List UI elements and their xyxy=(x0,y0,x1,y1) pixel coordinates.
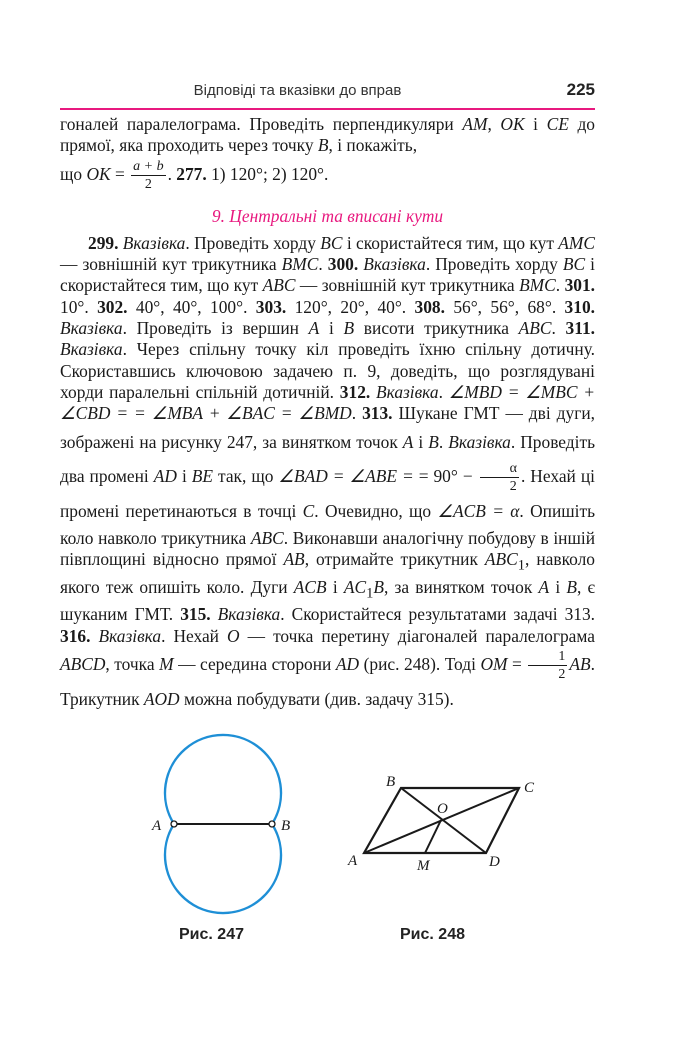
fraction-a-plus-b-over-2: $\frac{a + b}{2}$ xyxy=(133,158,164,192)
diagonal-bd xyxy=(401,788,486,853)
fraction-one-half: $\frac{1}{2}$ xyxy=(528,650,567,682)
fraction-alpha-over-2: $\frac{\alpha}{2}$ xyxy=(480,462,519,494)
figure-248 xyxy=(347,774,535,874)
label-d-248: D xyxy=(489,854,500,870)
caption-fig-248: Рис. 248 xyxy=(400,926,465,943)
upper-arc xyxy=(165,735,281,824)
figure-247 xyxy=(151,735,290,913)
running-head: Відповіді та вказівки до вправ xyxy=(193,82,402,99)
label-m-248: M xyxy=(417,858,430,874)
label-c-248: C xyxy=(524,780,535,796)
label-a-247: A xyxy=(152,818,162,834)
paragraph-answers: 299. Вказівка. Проведіть хорду BC і скористайтеся тим, що кут AMC — зовнішній кут трикутника BMC. 300. Вказівка. Проведіть хорду BC і скористайтеся тим, що кут ABC — зовнішній кут трикутника BMC. 301. 10°. 302. 40°, 40°, 100°. 303. 120°, 20°, 40°. 308. 56°, 56°, 68°. 310. Вказівка. Проведіть із вершин A і B висоти трикутника ABC. 311. Вказівка. Через спільну точку кіл проведіть їхню спільну дотичну. Скориставшись ключовою задачею п. 9, доведіть, що розглядувані хорди паралельні спільній дотичній. 312. Вказівка. ∠MBD = ∠MBC + ∠CBD = = ∠MBA + ∠BAC = ∠BMD. 313. Шукане ГМТ — дві дуги, зображені на рисунку 247, за винятком точок A і B. Вказівка. Проведіть два промені AD і BE так, що ∠BAD = ∠ABE = = 90° − $\frac{\alpha}{2}$ . Нехай ці промені перетинаються в точці C. Очевидно, що ∠ACB = α. Опишіть коло навколо трикутника ABC. Виконавши аналогічну побудову в іншій півплощині відносно прямої AB, отримайте трикутник $ABC_1$, навколо якого теж опишіть коло. Дуги ACB і $AC_1B$, за винятком точок A і B, є шуканим ГМТ. 315. Вказівка. Скористайтеся результатами задачі 313. 316. Вказівка. Нехай O — точка перетину діагоналей паралелограма ABCD, точка M — середина сторони AD (рис. 248). Тоді OM = $\frac{1}{2}$ AB. Трикутник AOD можна побудувати (див. задачу 315). xyxy=(60,232,596,709)
paragraph-continuation: гоналей паралелограма. Проведіть перпендикуляри AM, OK і CE до прямої, яка проходить через точку B, і покажіть, що OK = $\frac{a + b}{2}$ . 277. 1) 120°; 2) 120°. xyxy=(60,114,595,192)
section-title: 9. Центральні та вписані кути xyxy=(211,205,444,226)
lower-arc xyxy=(165,824,281,913)
point-a xyxy=(171,821,177,827)
point-b xyxy=(269,821,275,827)
caption-fig-247: Рис. 247 xyxy=(179,926,244,943)
label-a-248: A xyxy=(348,853,358,869)
label-b-248: B xyxy=(386,774,396,790)
page-header xyxy=(60,80,595,106)
figures-area xyxy=(0,730,695,970)
label-o-248: O xyxy=(437,801,448,817)
body-text xyxy=(60,114,595,716)
figures-svg xyxy=(0,730,695,970)
header-rule xyxy=(60,108,595,110)
page-number: 225 xyxy=(566,80,595,99)
label-b-247: B xyxy=(281,818,291,834)
